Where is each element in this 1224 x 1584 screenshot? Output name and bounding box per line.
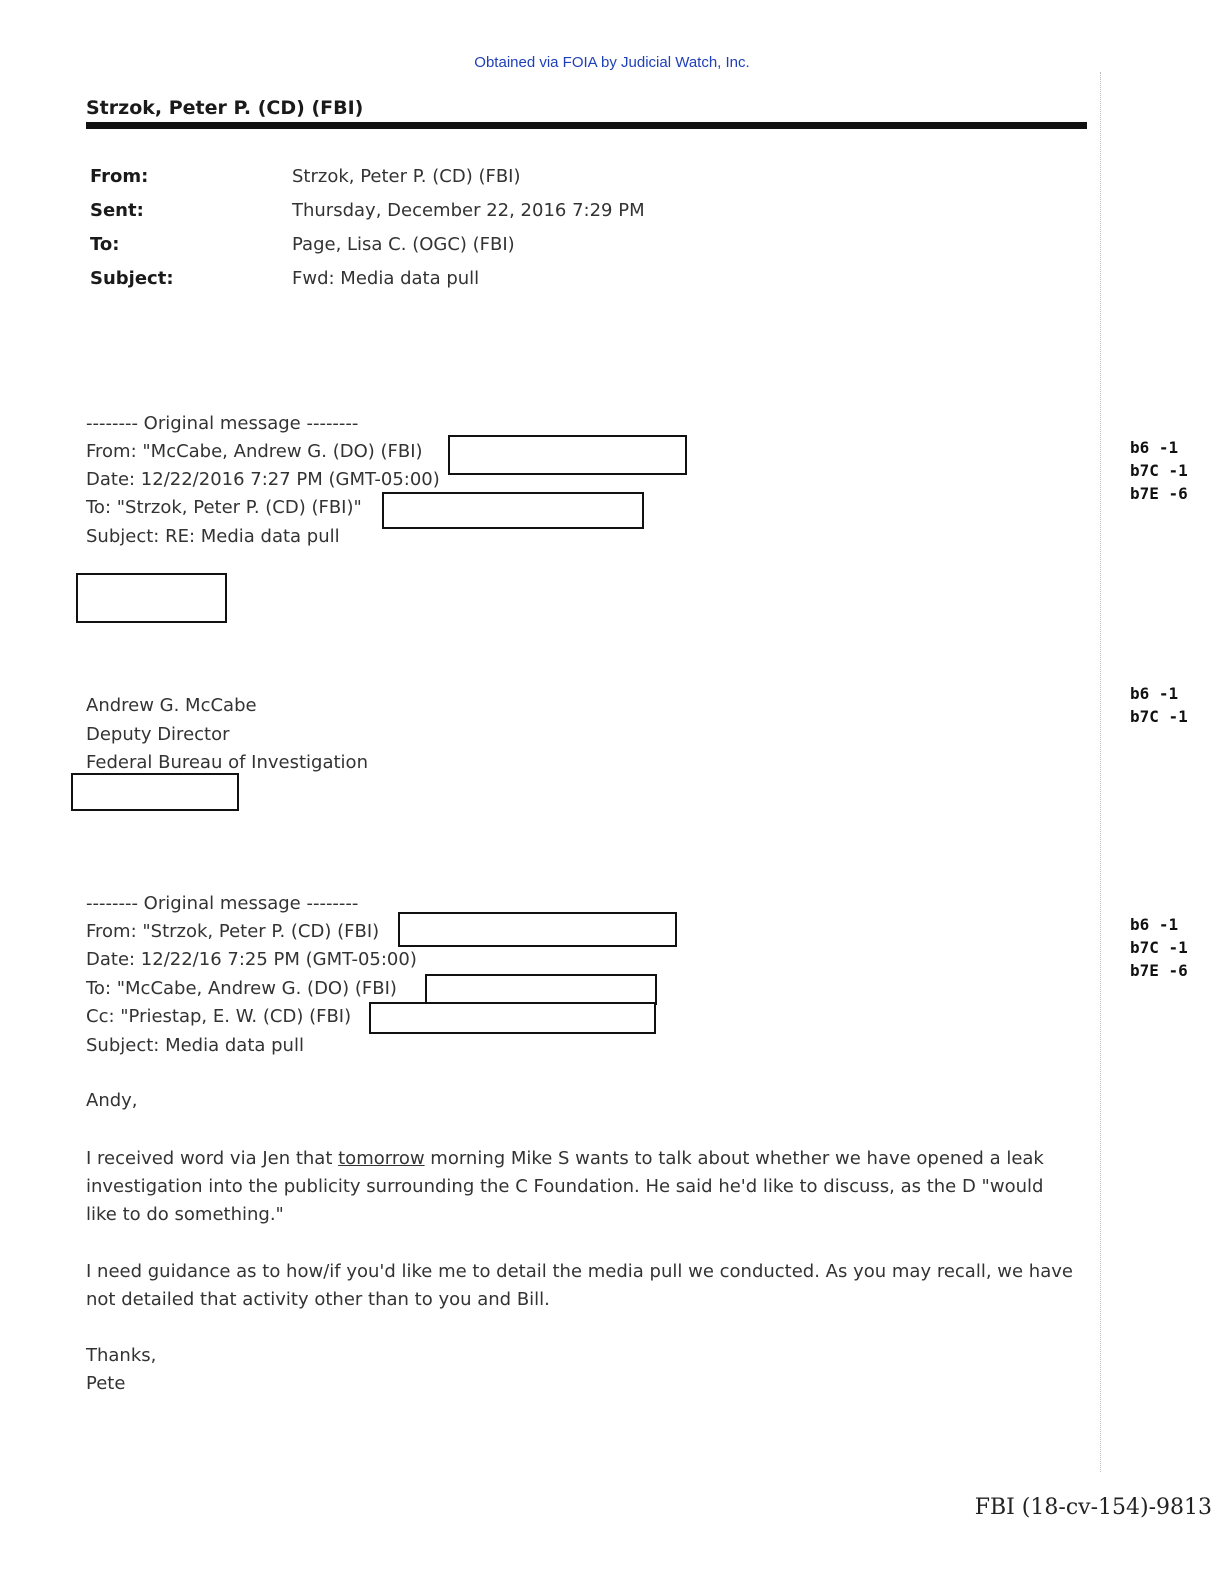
exemption-code: b7E -6	[1130, 484, 1188, 503]
exemption-codes	[1130, 436, 1188, 505]
redaction-box	[448, 435, 687, 475]
exemption-code: b6 -1	[1130, 915, 1179, 934]
msg1-subject: Subject: RE: Media data pull	[86, 526, 340, 547]
msg2-subject: Subject: Media data pull	[86, 1035, 304, 1056]
exemption-code: b6 -1	[1130, 684, 1179, 703]
margin-dotted-line	[1100, 72, 1101, 1472]
signature-org: Federal Bureau of Investigation	[86, 752, 368, 773]
body-greeting: Andy,	[86, 1090, 138, 1111]
redaction-box	[425, 974, 657, 1005]
msg2-date: Date: 12/22/16 7:25 PM (GMT-05:00)	[86, 949, 417, 970]
title-divider	[86, 122, 1087, 129]
to-label: To:	[90, 234, 120, 255]
page-identifier: FBI (18-cv-154)-9813	[974, 1495, 1212, 1520]
document-title: Strzok, Peter P. (CD) (FBI)	[86, 97, 364, 119]
exemption-code: b7C -1	[1130, 707, 1188, 726]
from-label: From:	[90, 166, 149, 187]
exemption-code: b6 -1	[1130, 438, 1179, 457]
to-value: Page, Lisa C. (OGC) (FBI)	[292, 234, 515, 255]
exemption-codes	[1130, 913, 1188, 982]
body-paragraph-1	[86, 1145, 1076, 1229]
msg2-cc: Cc: "Priestap, E. W. (CD) (FBI)	[86, 1006, 352, 1027]
msg1-from: From: "McCabe, Andrew G. (DO) (FBI)	[86, 441, 423, 462]
msg2-divider: -------- Original message --------	[86, 893, 359, 914]
foia-watermark: Obtained via FOIA by Judicial Watch, Inc.	[474, 54, 750, 71]
exemption-code: b7C -1	[1130, 461, 1188, 480]
redaction-box	[76, 573, 227, 623]
p1-text-start: I received word via Jen that	[86, 1148, 339, 1169]
p1-text-end: morning Mike S wants to talk about whether we have opened a leak investigation into the publicity surrounding the C Foundation. He said he'd like to discuss, as the D "would like to do something."	[86, 1148, 1044, 1225]
msg1-date: Date: 12/22/2016 7:27 PM (GMT-05:00)	[86, 469, 440, 490]
exemption-code: b7C -1	[1130, 938, 1188, 957]
subject-value: Fwd: Media data pull	[292, 268, 480, 289]
exemption-codes	[1130, 682, 1188, 728]
msg2-to: To: "McCabe, Andrew G. (DO) (FBI)	[86, 978, 397, 999]
subject-label: Subject:	[90, 268, 174, 289]
from-value: Strzok, Peter P. (CD) (FBI)	[292, 166, 521, 187]
redaction-box	[398, 912, 677, 947]
body-signoff: Pete	[86, 1373, 126, 1394]
signature-title: Deputy Director	[86, 724, 230, 745]
sent-label: Sent:	[90, 200, 144, 221]
msg2-from: From: "Strzok, Peter P. (CD) (FBI)	[86, 921, 380, 942]
redaction-box	[71, 773, 239, 811]
signature-name: Andrew G. McCabe	[86, 695, 257, 716]
msg1-to: To: "Strzok, Peter P. (CD) (FBI)"	[86, 497, 362, 518]
body-paragraph-2: I need guidance as to how/if you'd like me to detail the media pull we conducted. As you may recall, we have not detailed that activity other than to you and Bill.	[86, 1261, 1073, 1310]
sent-value: Thursday, December 22, 2016 7:29 PM	[292, 200, 645, 221]
exemption-code: b7E -6	[1130, 961, 1188, 980]
p1-underlined-word: tomorrow	[338, 1148, 425, 1169]
redaction-box	[382, 492, 644, 529]
msg1-divider: -------- Original message --------	[86, 413, 359, 434]
body-closing: Thanks,	[86, 1345, 157, 1366]
redaction-box	[369, 1002, 656, 1034]
